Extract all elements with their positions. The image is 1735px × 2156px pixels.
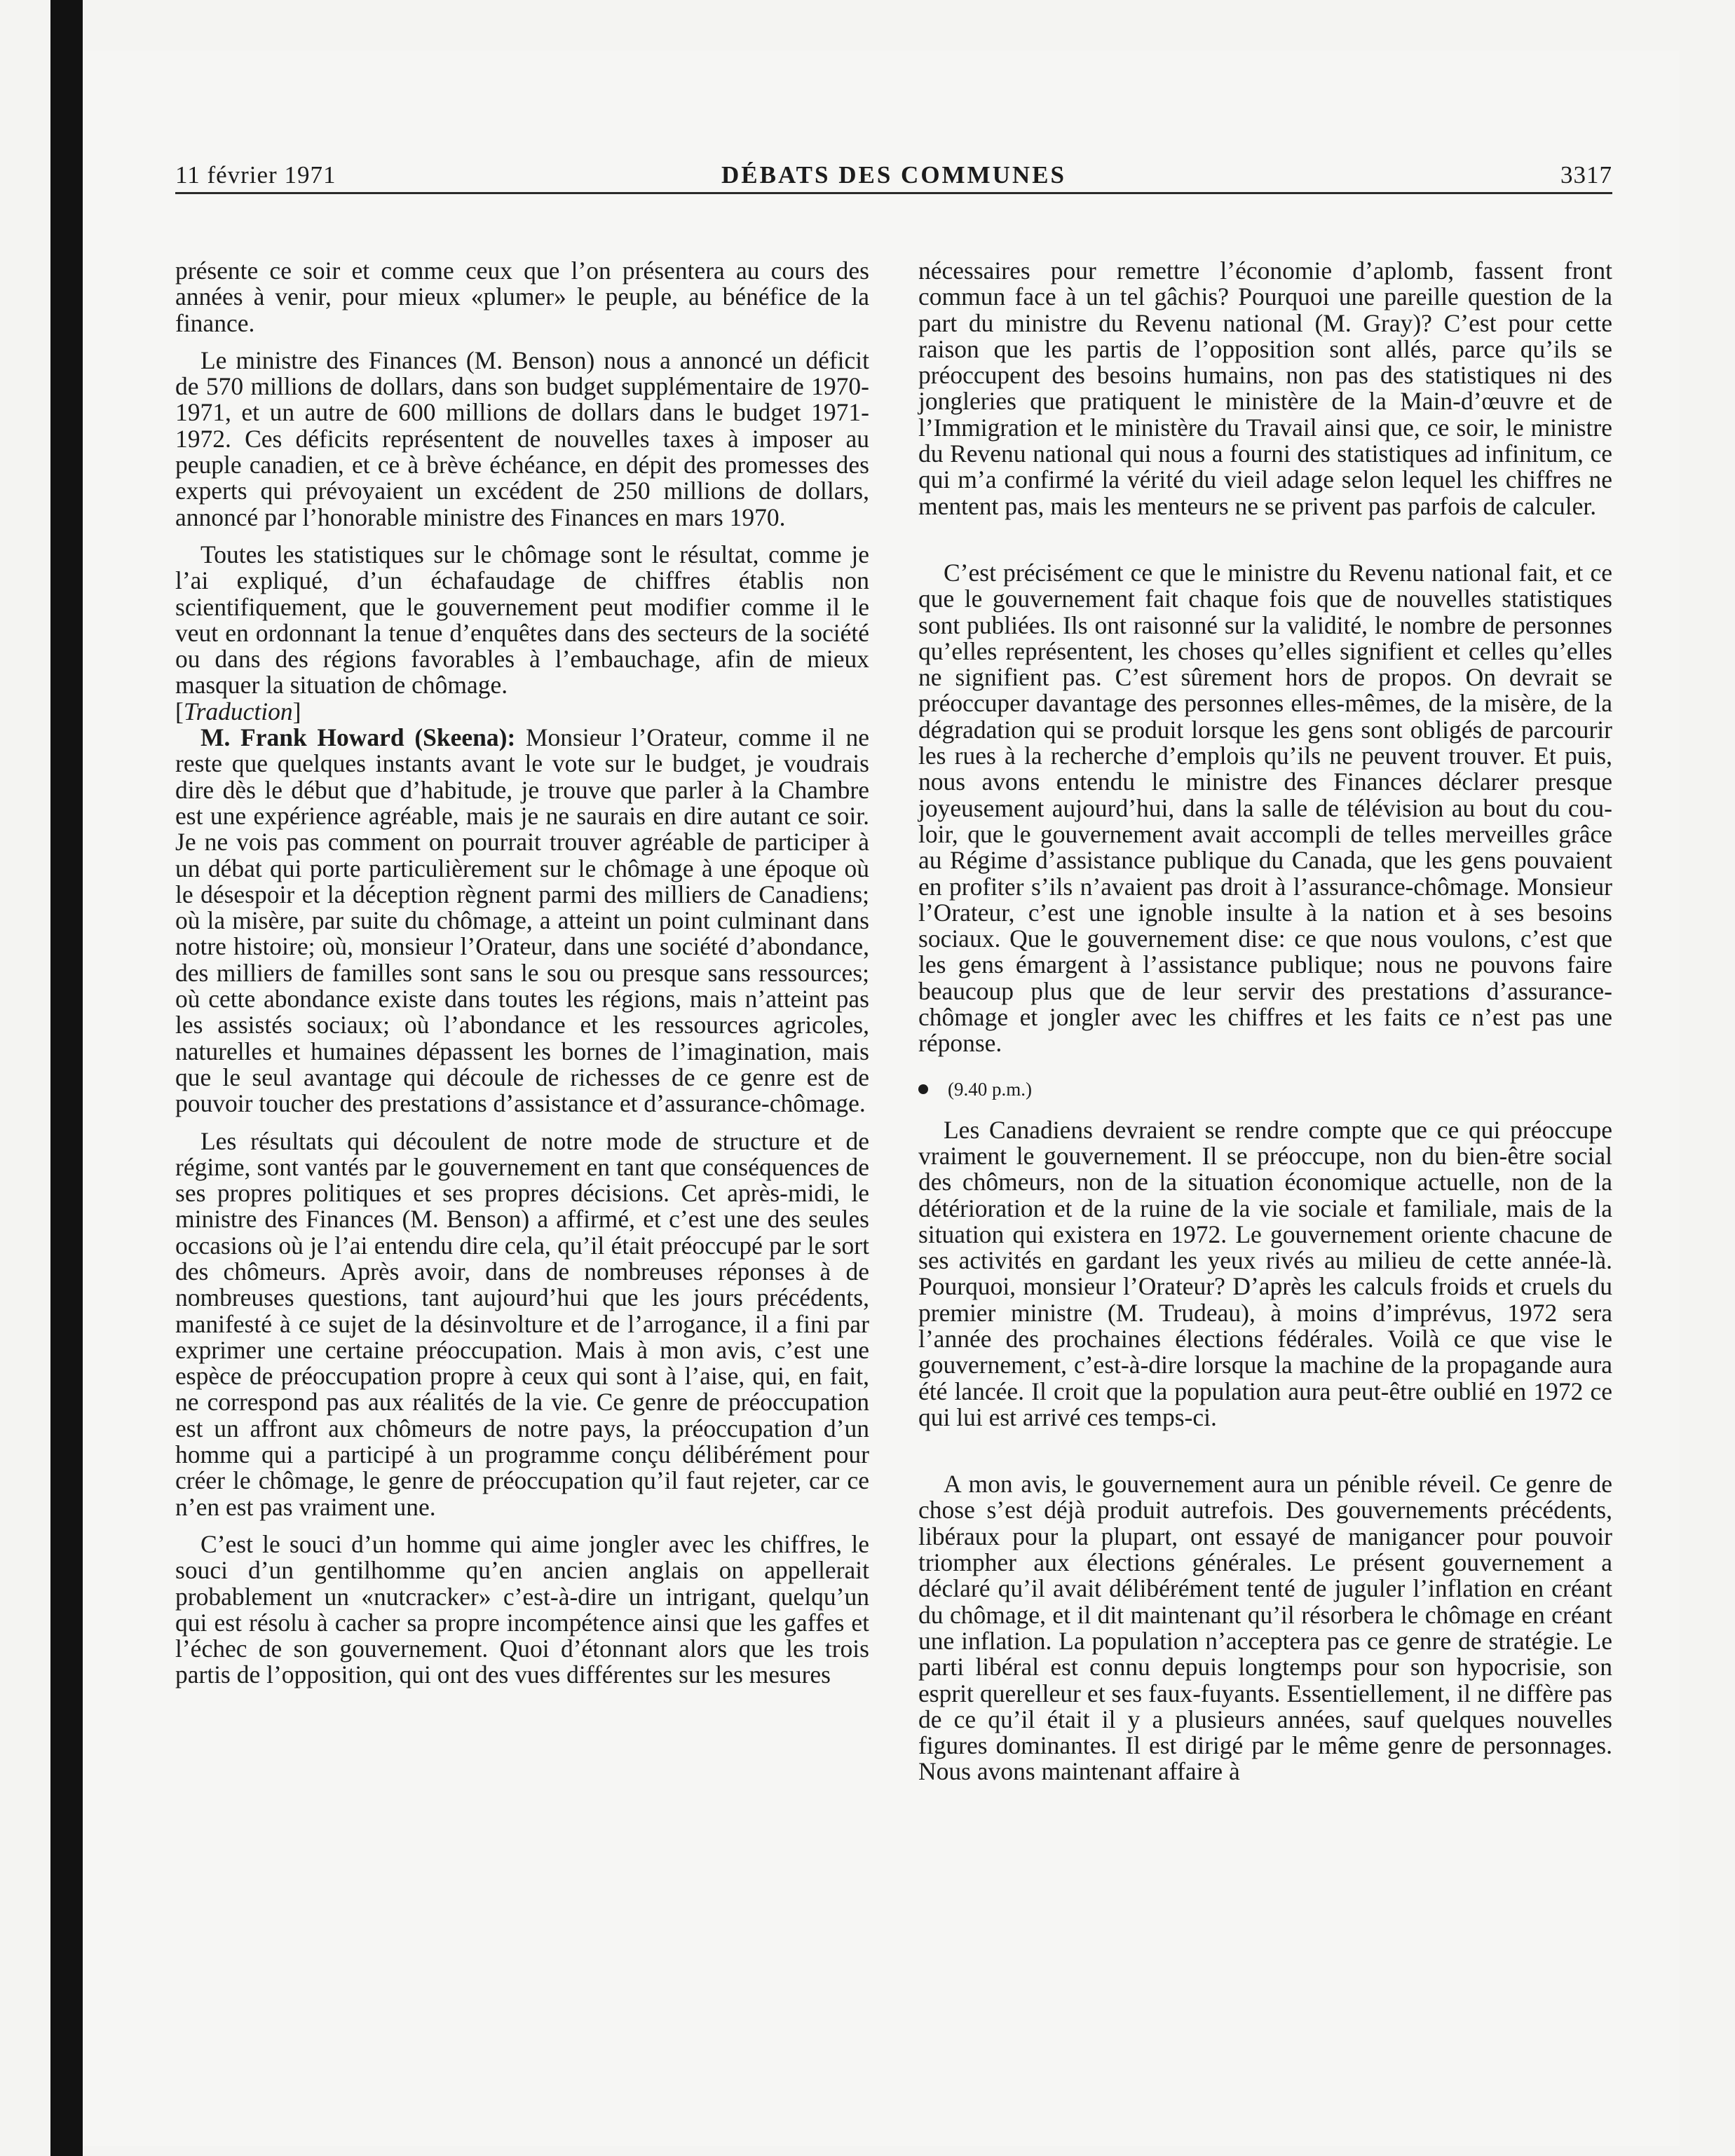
bullet-icon — [918, 1084, 928, 1094]
paragraph: présente ce soir et comme ceux que l’on présentera au cours des années à venir, pour mieux «plumer» le peuple, au bénéfice de la finance. — [175, 257, 869, 337]
paragraph: nécessaires pour remettre l’économie d’aplomb, fassent front commun face à un tel gâchis? Pourquoi une pareille question de la part du ministre du Revenu national (M. Gray)? C’est pour cette raison que les partis de l’opposition sont allés, parce qu’ils se préoccupent des besoins humains, non pas des statistiques ni des jongleries que pratiquent le ministère de la Main-d’œuvre et de l’Immigration et le ministère du Travail ainsi que, ce soir, le ministre du Revenu national qui nous a fourni des statistiques ad infinitum, ce qui m’a confirmé la vérité du vieil adage selon lequel les chiffres ne mentent pas, mais les menteurs ne se privent pas parfois de calculer. — [918, 257, 1612, 520]
traduction-note — [175, 699, 869, 725]
time-marker — [918, 1078, 1612, 1100]
left-column — [175, 258, 869, 1688]
header-page-number: 3317 — [1560, 161, 1612, 189]
bracket-open: [ — [175, 697, 184, 725]
bracket-close: ] — [292, 697, 301, 725]
traduction-label: Traduction — [183, 697, 293, 725]
paragraph: Le ministre des Finances (M. Benson) nous a annoncé un déficit de 570 millions de dollars, dans son budget supplémentaire de 1970-1971, et un autre de 600 millions de dollars dans le budget 1971-1972. Ces déficits représentent de nouvelles taxes à imposer au peuple canadien, et ce à brève échéance, en dépit des promesses des experts qui prévoyaient un excédent de 250 millions de dollars, annoncé par l’honorable ministre des Finances en mars 1970. — [175, 346, 869, 531]
speech-text: Monsieur l’Orateur, comme il ne reste que quelques instants avant le vote sur le budget, je voudrais dire dès le début que d’habitude, je trouve que parler à la Chambre est une expérience agréable, mais je ne saurais en dire autant ce soir. Je ne vois pas comment on pourrait trouver agréable de participer à un débat qui porte particulièrement sur le chômage à une époque où le désespoir et la déception règnent parmi des milliers de Canadiens; où la misère, par suite du chômage, a atteint un point culminant dans notre histoire; où, monsieur l’Orateur, dans une société d’abondance, des milliers de familles sont sans le sou ou presque sans ressources; où cette abondance existe dans toutes les régions, mais n’atteint pas les assistés sociaux; où l’abondance et les ressources agricoles, naturelles et humaines dépassent les bornes de l’imagination, mais que le seul avantage qui découle de richesses de ce genre est de pouvoir toucher des prestations d’assistance et d’assurance-chômage. — [175, 723, 869, 1118]
header-title: DÉBATS DES COMMUNES — [721, 161, 1066, 189]
paragraph: A mon avis, le gouvernement aura un pénible réveil. Ce genre de chose s’est déjà produit autrefois. Des gouvernements précédents, libéraux pour la plupart, ont essayé de manigancer pour pouvoir triompher aux élections générales. Le présent gouvernement a déclaré qu’il avait délibérément tenté de juguler l’inflation en créant du chômage, et il dit maintenant qu’il résorbera le chômage en créant une inflation. La population n’acceptera pas ce genre de stratégie. Le parti libéral est connu depuis longtemps pour son hypocrisie, son esprit querelleur et ses faux-fuyants. Essentiellement, il ne diffère pas de ce qu’il était il y a plusieurs années, sauf quelques nouvelles figures dominantes. Il est dirigé par le même genre de personnages. Nous avons maintenant affaire à — [918, 1470, 1612, 1786]
paragraph: Toutes les statistiques sur le chômage sont le résultat, comme je l’ai expliqué, d’un échafaudage de chiffres établis non scientifiquement, que le gouvernement peut modifier comme il le veut en ordonnant la tenue d’enquêtes dans des secteurs de la société ou dans des régions favorables à l’embauchage, afin de mieux masquer la situation de chômage. — [175, 540, 869, 700]
scan-edge — [50, 0, 83, 2156]
paragraph: Les résultats qui découlent de notre mode de structure et de régime, sont vantés par le gouvernement en tant que conséquences de ses propres politiques et ses propres décisions. Cet après-midi, le ministre des Finances (M. Benson) a affirmé, et c’est une des seules occasions où je l’ai entendu dire cela, qu’il était préoccupé par le sort des chômeurs. Après avoir, dans de nombreuses réponses à de nombreuses questions, tant aujourd’hui que les jours précédents, manifesté à ce sujet de la désinvolture et de l’arrogance, il a fini par exprimer une certaine préoccupation. Mais à mon avis, c’est une espèce de préoccupation propre à ceux qui sont à l’aise, qui, en fait, ne correspond pas aux réalités de la vie. Ce genre de préoccupation est un affront aux chômeurs de notre pays, la préoccupation d’un homme qui a participé à un programme conçu délibérément pour créer le chômage, le genre de préoccupation qu’il faut rejeter, car ce n’en est pas vraiment une. — [175, 1126, 869, 1521]
paragraph: Les Canadiens devraient se rendre compte que ce qui préoccupe vraiment le gouvernement. Il se préoccupe, non du bien-être social des chômeurs, non de la situation économique actuelle, non de la détérioration et de la ruine de la vie sociale et familiale, mais de la situation qui existera en 1972. Le gouvernement oriente chacune de ses activités en gardant les yeux rivés au milieu de cette année-là. Pourquoi, monsieur l’Orateur? D’après les calculs froids et cruels du premier ministre (M. Trudeau), à moins d’imprévus, 1972 sera l’année des prochaines élections fédérales. Voilà ce que vise le gouvernement, c’est-à-dire lorsque la machine de la propagande aura été lancée. Il croit que la population aura peut-être oublié en 1972 ce qui lui est arrivé ces temps-ci. — [918, 1115, 1612, 1431]
speaker-name: M. Frank Howard (Skeena): — [200, 723, 516, 752]
speech-paragraph — [175, 725, 869, 1117]
time-stamp: (9.40 p.m.) — [948, 1078, 1032, 1100]
right-column — [918, 258, 1612, 1785]
header-date: 11 février 1971 — [175, 161, 336, 189]
paragraph: C’est précisément ce que le ministre du Revenu national fait, et ce que le gouvernement fait chaque fois que de nouvelles statistiques sont publiées. Ils ont raisonné sur la validité, le nombre de personnes qu’elles représentent, les choses qu’elles signifient et celles qu’elles ne signifient pas. C’est sûrement hors de propos. On devrait se préoccuper davantage des personnes elles-mêmes, de la misère, de la dégradation qui se produit lorsque les gens sont obligés de parcourir les rues à la recherche d’emplois qu’ils ne peuvent trouver. Et puis, nous avons entendu le ministre des Finances déclarer presque joyeusement aujourd’hui, dans la salle de télévision au bout du couloir, que le gouvernement avait accompli de telles merveilles grâce au Régime d’assistance publique du Canada, que les gens pouvaient en profiter s’ils n’avaient pas droit à l’assurance-chômage. Monsieur l’Orateur, c’est une ignoble insulte à la nation et à ses besoins sociaux. Que le gouvernement dise: ce que nous voulons, c’est que les gens émargent à l’assistance publique; nous ne pouvons faire beaucoup plus que de leur servir des prestations d’assurance-chômage et jongler avec les chiffres et les faits ce n’est pas une réponse. — [918, 558, 1612, 1058]
page-header — [175, 156, 1612, 194]
paragraph: C’est le souci d’un homme qui aime jongler avec les chiffres, le souci d’un gentilhomme qu’en ancien anglais on appellerait probablement un «nutcracker» c’est-à-dire un intrigant, quelqu’un qui est résolu à cacher sa propre incompétence ainsi que les gaffes et l’échec de son gouvernement. Quoi d’étonnant alors que les trois partis de l’opposition, qui ont des vues différentes sur les mesures — [175, 1529, 869, 1689]
